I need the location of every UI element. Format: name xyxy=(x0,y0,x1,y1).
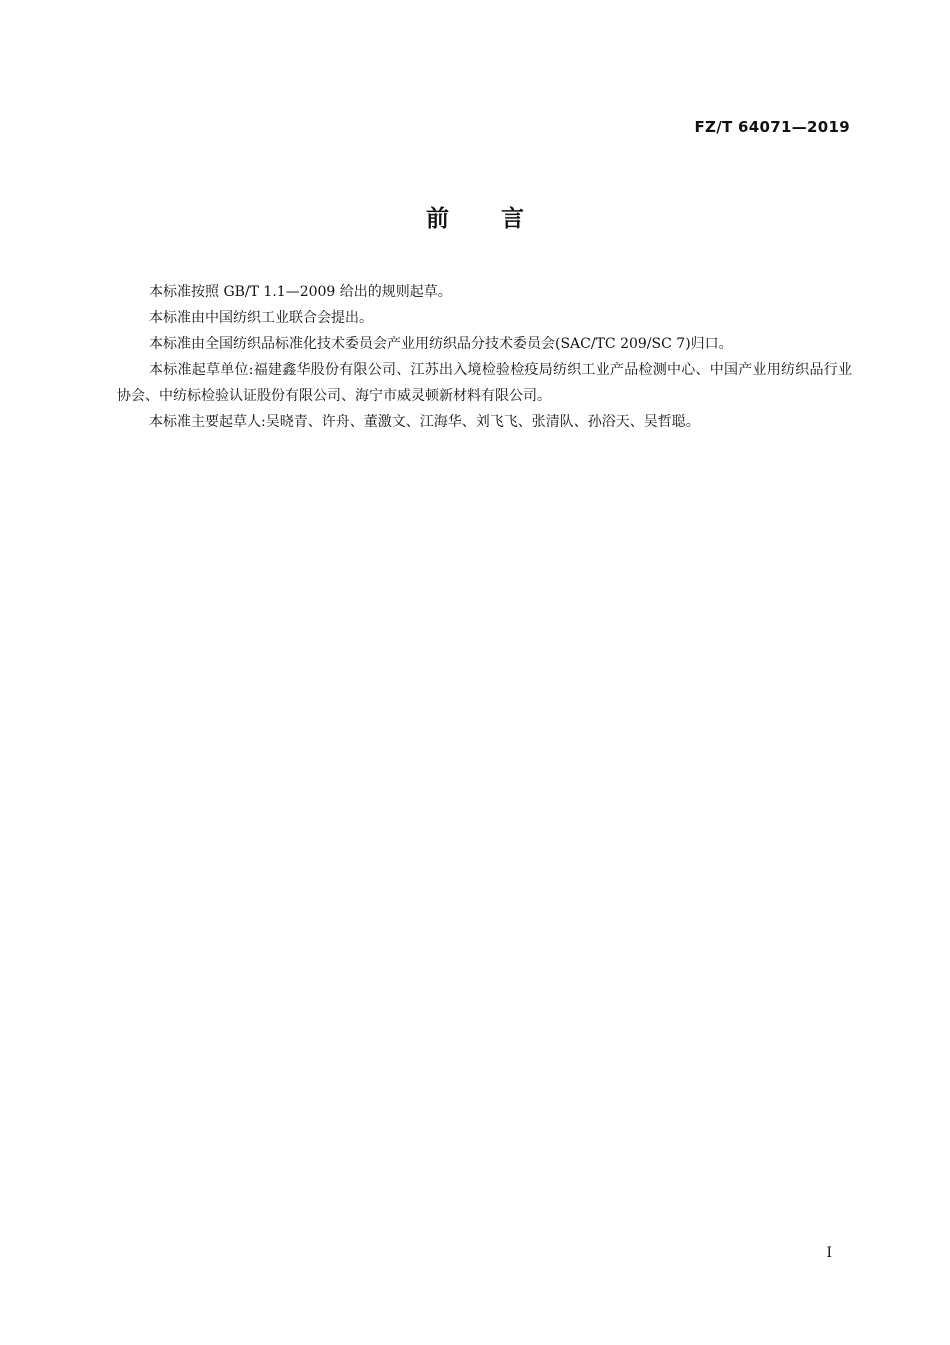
page-number: I xyxy=(826,1245,832,1261)
paragraph-drafting-rules: 本标准按照 GB/T 1.1—2009 给出的规则起草。 xyxy=(149,284,452,300)
standard-code: FZ/T 64071—2019 xyxy=(694,118,850,136)
paragraph-proposer: 本标准由中国纺织工业联合会提出。 xyxy=(149,310,373,326)
page-title: 前言 xyxy=(426,206,576,232)
paragraph-drafters: 本标准主要起草人:吴晓青、许舟、董激文、江海华、刘飞飞、张清队、孙浴天、吴哲聪。 xyxy=(149,414,700,430)
paragraph-drafting-units: 本标准起草单位:福建鑫华股份有限公司、江苏出入境检验检疫局纺织工业产品检测中心、中国产业用纺织品行业协会、中纺标检验认证股份有限公司、海宁市威灵顿新材料有限公司。 xyxy=(117,362,852,404)
paragraph-administration: 本标准由全国纺织品标准化技术委员会产业用纺织品分技术委员会(SAC/TC 209/SC 7)归口。 xyxy=(149,336,733,352)
foreword-body xyxy=(117,279,852,435)
